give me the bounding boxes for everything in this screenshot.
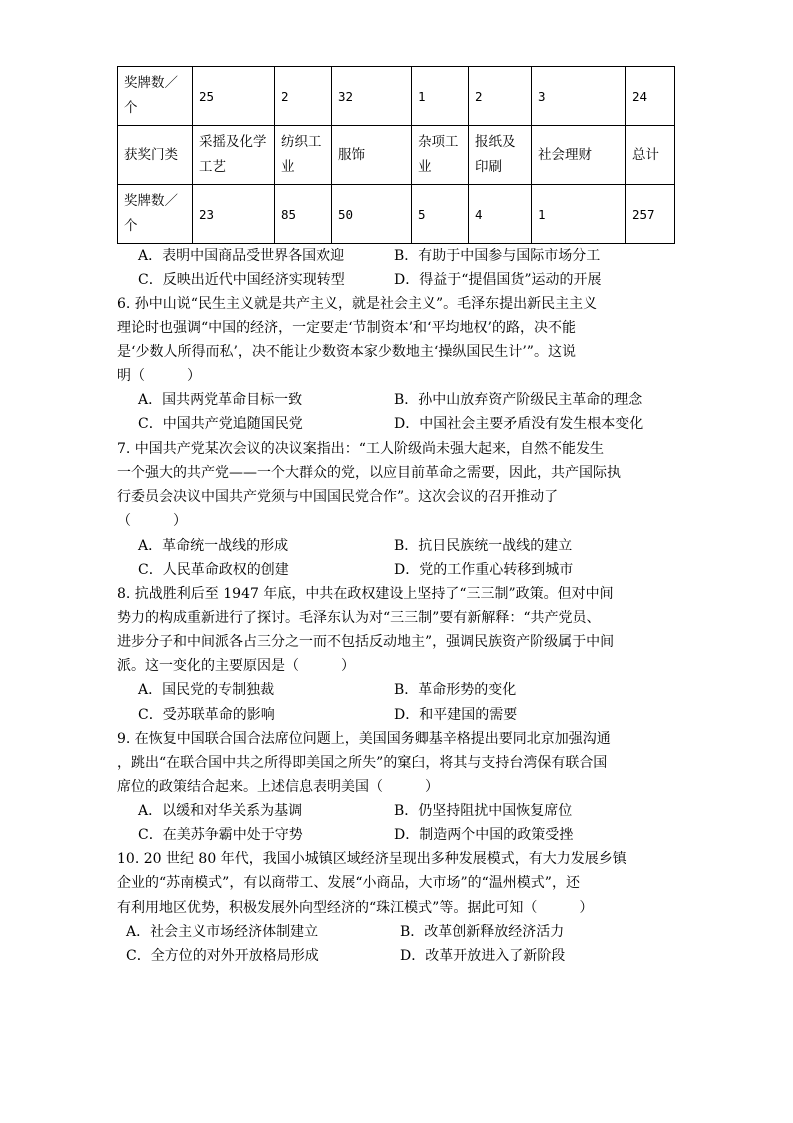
q10-option-a[interactable]: A．社会主义市场经济体制建立 [126,924,319,940]
q7-option-a[interactable]: A．革命统一战线的形成 [138,538,289,554]
q6-stem-line: 是‘少数人所得而私’，决不能让少数资本家少数地主‘操纵国民生计’”。这说 [117,344,576,360]
q8-stem-line: 势力的构成重新进行了探讨。毛泽东认为对“三三制”要有新解释：“共产党员、 [117,610,601,626]
q7-stem-line: 行委员会决议中国共产党须与中国国民党合作”。这次会议的召开推动了 [117,489,559,505]
q7-stem-line: （ ） [117,513,187,529]
q7-option-d[interactable]: D．党的工作重心转移到城市 [394,562,574,578]
q7-stem-line: 7. 中国共产党某次会议的决议案指出：“工人阶级尚未强大起来，自然不能发生 [117,441,604,457]
q10-stem-line: 企业的“苏南模式”，有以商带工、发展“小商品，大市场”的“温州模式”，还 [117,875,580,891]
table-cell: 1 [532,185,626,244]
q10-option-b[interactable]: B．改革创新释放经济活力 [400,924,565,940]
q7-option-c[interactable]: C．人民革命政权的创建 [138,562,289,578]
q5-option-c[interactable]: C．反映出近代中国经济实现转型 [138,272,345,288]
table-cell: 总计 [626,126,675,185]
q10-stem-line: 有利用地区优势，积极发展外向型经济的“珠江模式”等。据此可知（ ） [117,900,594,916]
q5-option-b[interactable]: B．有助于中国参与国际市场分工 [394,248,601,264]
table-cell: 50 [332,185,412,244]
q6-stem-line: 6. 孙中山说“民生主义就是共产主义，就是社会主义”。毛泽东提出新民主主义 [117,296,598,312]
table-cell: 32 [332,67,412,126]
q8-stem-line: 8. 抗战胜利后至 1947 年底，中共在政权建设上坚持了“三三制”政策。但对中间 [117,586,614,602]
q8-stem-line: 派。这一变化的主要原因是（ ） [117,658,355,674]
q5-option-a[interactable]: A．表明中国商品受世界各国欢迎 [138,248,345,264]
table-cell: 1 [412,67,469,126]
q8-option-d[interactable]: D．和平建国的需要 [394,707,518,723]
q8-stem-line: 进步分子和中间派各占三分之一而不包括反动地主”，强调民族资产阶级属于中间 [117,634,615,650]
table-cell: 奖牌数／个 [118,67,193,126]
table-cell: 纺织工业 [275,126,332,185]
q9-option-b[interactable]: B．仍坚持阻扰中国恢复席位 [394,803,573,819]
table-cell: 报纸及印刷 [469,126,532,185]
q9-option-d[interactable]: D．制造两个中国的政策受挫 [394,827,574,843]
table-cell: 采摇及化学工艺 [193,126,275,185]
table-cell: 5 [412,185,469,244]
table-cell: 24 [626,67,675,126]
table-cell: 杂项工业 [412,126,469,185]
q6-stem-line: 理论时也强调“中国的经济，一定要走‘节制资本’和‘平均地权’的路，决不能 [117,320,576,336]
table-cell: 4 [469,185,532,244]
table-row [118,126,675,185]
q6-option-b[interactable]: B．孙中山放弃资产阶级民主革命的理念 [394,392,643,408]
q9-option-c[interactable]: C．在美苏争霸中处于守势 [138,827,303,843]
q9-stem-line: ，跳出“在联合国中共之所得即美国之所失”的窠臼，将其与支持台湾保有联合国 [117,755,608,771]
q10-option-c[interactable]: C．全方位的对外开放格局形成 [126,948,319,964]
table-cell: 2 [275,67,332,126]
table-row [118,67,675,126]
table-cell: 获奖门类 [118,126,193,185]
q5-option-d[interactable]: D．得益于“提倡国货”运动的开展 [394,272,602,288]
q6-option-d[interactable]: D．中国社会主要矛盾没有发生根本变化 [394,416,644,432]
table-cell: 3 [532,67,626,126]
q7-stem-line: 一个强大的共产党——一个大群众的党，以应目前革命之需要，因此，共产国际执 [117,465,621,481]
table-cell: 奖牌数／个 [118,185,193,244]
table-cell: 23 [193,185,275,244]
q8-option-b[interactable]: B．革命形势的变化 [394,682,517,698]
q8-option-a[interactable]: A．国民党的专制独裁 [138,682,275,698]
medal-table [117,66,675,244]
table-cell: 社会理财 [532,126,626,185]
table-cell: 2 [469,67,532,126]
q6-stem-line: 明（ ） [117,368,201,384]
table-row [118,185,675,244]
q7-option-b[interactable]: B．抗日民族统一战线的建立 [394,538,573,554]
q10-option-d[interactable]: D．改革开放进入了新阶段 [400,948,566,964]
q9-stem-line: 9. 在恢复中国联合国合法席位问题上，美国国务卿基辛格提出要同北京加强沟通 [117,731,611,747]
q6-option-c[interactable]: C．中国共产党追随国民党 [138,416,303,432]
table-cell: 25 [193,67,275,126]
q9-stem-line: 席位的政策结合起来。上述信息表明美国（ ） [117,779,439,795]
q6-option-a[interactable]: A．国共两党革命目标一致 [138,392,303,408]
q10-stem-line: 10. 20 世纪 80 年代，我国小城镇区域经济呈现出多种发展模式，有大力发展乡镇 [117,851,627,867]
table-cell: 服饰 [332,126,412,185]
table-cell: 85 [275,185,332,244]
q9-option-a[interactable]: A．以缓和对华关系为基调 [138,803,303,819]
table-cell: 257 [626,185,675,244]
q8-option-c[interactable]: C．受苏联革命的影响 [138,707,275,723]
